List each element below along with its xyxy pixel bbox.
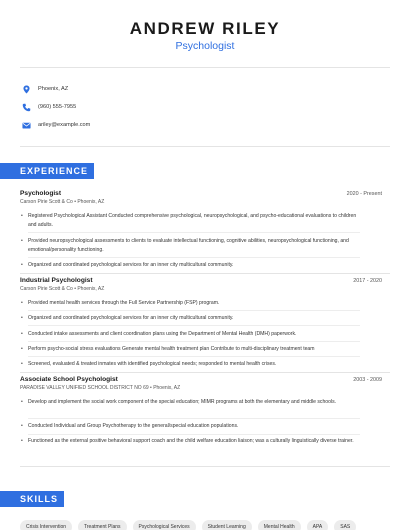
job-entry	[20, 190, 382, 205]
job-bullet: • Conducted intake assessments and client coordination plans using the Department of Mental Health (DMH) paperwork.	[20, 330, 360, 339]
email-text: ariley@example.com	[38, 122, 91, 128]
job-company-line: PARADISE VALLEY UNIFIED SCHOOL DISTRICT NO 69 • Phoenix, AZ	[20, 385, 181, 391]
bullet-divider	[28, 325, 360, 326]
job-bullet: • Registered Psychological Assistant Conducted comprehensive psychological, neuropsychological, and psycho-educational evaluations to children and adults.	[20, 212, 360, 229]
contact-divider	[20, 146, 390, 147]
job-title: Psychologist	[20, 190, 62, 197]
bullet-divider	[28, 418, 360, 419]
job-entry	[20, 277, 382, 292]
contact-phone	[22, 101, 76, 113]
job-bullet: • Perform psycho-social stress evaluations Generate mental health treatment plan Contribute to multi-disciplinary treatment team	[20, 345, 360, 354]
skill-tag: APA	[307, 520, 329, 530]
job-dates: 2017 - 2020	[353, 278, 382, 284]
job-bullet: • Provided mental health services through the Full Service Partnership (FSP) program.	[20, 299, 360, 308]
bullet-divider	[28, 232, 360, 233]
job-location: Phoenix, AZ	[77, 199, 105, 205]
location-text: Phoenix, AZ	[38, 86, 69, 92]
bullet-divider	[28, 356, 360, 357]
contact-email	[22, 119, 90, 131]
job-company: PARADISE VALLEY UNIFIED SCHOOL DISTRICT NO 69	[20, 385, 149, 391]
job-bullet: • Organized and coordinated psychological services for an inner city multicultural community.	[20, 261, 360, 270]
skill-tag: SAS	[334, 520, 356, 530]
bullet-divider	[28, 434, 360, 435]
skill-tag: Treatment Plans	[78, 520, 127, 530]
phone-text: (960) 555-7955	[38, 104, 77, 110]
job-bullet: • Organized and coordinated psychological services for an inner city multicultural community.	[20, 314, 360, 323]
job-title: Industrial Psychologist	[20, 277, 93, 284]
skills-list	[20, 520, 356, 530]
envelope-icon	[22, 121, 31, 130]
job-dates: 2020 - Present	[346, 191, 382, 197]
job-divider	[20, 372, 390, 373]
job-bullet: • Provided neuropsychological assessments to clients to evaluate intellectual functioning, cognitive abilities, neuropsychological functioning, and emotional/personality functioning.	[20, 237, 360, 254]
job-company-line: Carson Pirie Scott & Co • Phoenix, AZ	[20, 199, 105, 205]
candidate-name: ANDREW RILEY	[129, 19, 281, 38]
job-divider	[20, 273, 390, 274]
job-bullet: • Screened, evaluated & treated inmates with identified psychological needs; responded to mental health crises.	[20, 360, 360, 369]
bullet-divider	[28, 257, 360, 258]
map-pin-icon	[22, 85, 31, 94]
bullet-divider	[28, 341, 360, 342]
skill-tag: Crisis Intervention	[20, 520, 72, 530]
job-dates: 2003 - 2009	[353, 377, 382, 383]
bullet-divider	[28, 310, 360, 311]
candidate-title: Psychologist	[175, 40, 235, 52]
job-bullet: • Functioned as the external positive behavioral support coach and the child welfare education liaison; was a culturally linguistically diverse trainer.	[20, 437, 360, 446]
experience-heading: EXPERIENCE	[0, 163, 94, 179]
skill-tag: Psychological Services	[133, 520, 196, 530]
section-divider	[20, 466, 390, 467]
job-bullet: • Conducted Individual and Group Psychotherapy to the general/special education populations.	[20, 422, 360, 431]
phone-icon	[22, 103, 31, 112]
contact-location	[22, 83, 68, 95]
job-entry	[20, 376, 382, 391]
job-location: Phoenix, AZ	[153, 385, 181, 391]
job-title: Associate School Psychologist	[20, 376, 118, 383]
job-company-line: Carson Pirie Scott & Co • Phoenix, AZ	[20, 286, 105, 292]
skill-tag: Student Learning	[202, 520, 252, 530]
skills-heading: SKILLS	[0, 491, 64, 507]
header-divider	[20, 67, 390, 68]
job-company: Carson Pirie Scott & Co	[20, 286, 73, 292]
job-location: Phoenix, AZ	[77, 286, 105, 292]
skill-tag: Mental Health	[258, 520, 301, 530]
job-bullet: • Develop and implement the social work component of the special education; MIMR programs at both the elementary and middle schools.	[20, 398, 360, 407]
job-company: Carson Pirie Scott & Co	[20, 199, 73, 205]
